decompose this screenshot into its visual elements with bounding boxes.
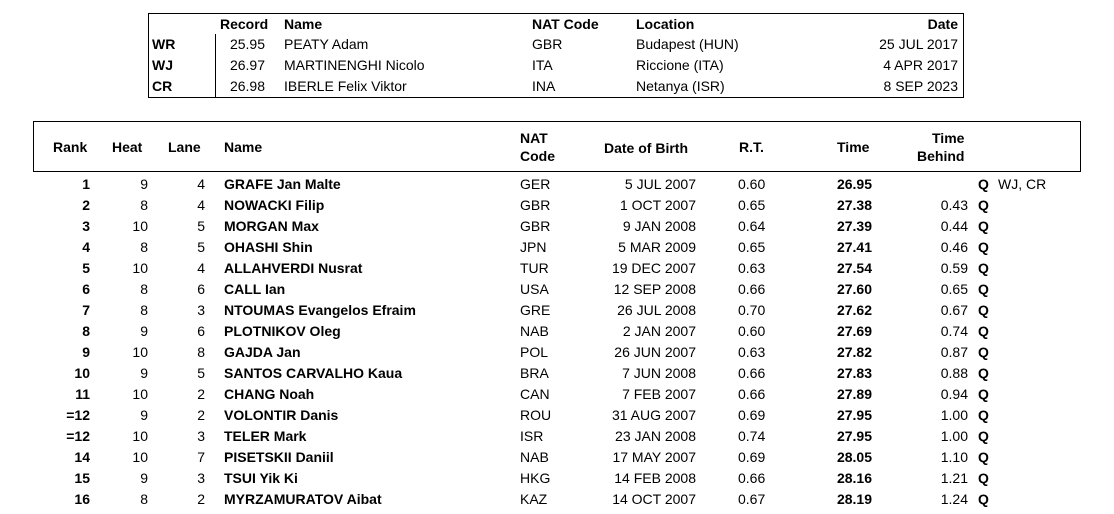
result-heat: 9: [140, 365, 148, 381]
result-qualified: Q: [978, 344, 989, 360]
result-dob: 23 JAN 2008: [615, 428, 696, 444]
result-time: 27.62: [836, 302, 872, 318]
result-time: 27.95: [836, 428, 872, 444]
result-name: ALLAHVERDI Nusrat: [224, 260, 363, 276]
result-nat: CAN: [520, 386, 550, 402]
result-name: GAJDA Jan: [224, 344, 301, 360]
result-qualified: Q: [978, 260, 989, 276]
result-behind: 0.94: [940, 386, 968, 402]
result-lane: 2: [197, 491, 205, 507]
result-dob: 14 OCT 2007: [612, 491, 696, 507]
result-qualified: Q: [978, 407, 989, 423]
result-heat: 9: [140, 176, 148, 192]
result-rt: 0.67: [738, 491, 766, 507]
result-heat: 10: [132, 449, 148, 465]
record-name: MARTINENGHI Nicolo: [284, 57, 425, 73]
result-row: [0, 258, 1114, 279]
record-date: 4 APR 2017: [883, 57, 958, 73]
result-rank: 11: [75, 386, 90, 402]
result-row: [0, 174, 1114, 195]
result-row: [0, 216, 1114, 237]
result-nat: KAZ: [520, 491, 548, 507]
record-name: IBERLE Felix Viktor: [284, 78, 407, 94]
result-heat: 10: [132, 218, 148, 234]
result-lane: 3: [197, 428, 205, 444]
result-behind: 1.00: [940, 407, 968, 423]
result-nat: HKG: [520, 470, 551, 486]
result-rt: 0.60: [738, 176, 766, 192]
record-row: [149, 76, 963, 96]
result-lane: 8: [197, 344, 205, 360]
result-lane: 4: [197, 197, 205, 213]
result-lane: 5: [197, 239, 205, 255]
result-row: [0, 279, 1114, 300]
result-heat: 8: [140, 491, 148, 507]
result-rt: 0.63: [738, 344, 766, 360]
result-behind: 1.21: [940, 470, 968, 486]
record-location: Riccione (ITA): [636, 57, 724, 73]
result-row: [0, 426, 1114, 447]
result-qualified: Q: [978, 218, 989, 234]
record-nat: GBR: [532, 36, 563, 52]
result-behind: 0.44: [940, 218, 968, 234]
result-rt: 0.65: [738, 239, 766, 255]
result-qualified: Q: [978, 470, 989, 486]
result-behind: 0.46: [940, 239, 968, 255]
result-behind: 1.00: [940, 428, 968, 444]
result-rt: 0.60: [738, 323, 766, 339]
result-dob: 26 JUN 2007: [614, 344, 696, 360]
result-name: PLOTNIKOV Oleg: [224, 323, 341, 339]
result-lane: 4: [197, 176, 205, 192]
result-heat: 9: [140, 407, 148, 423]
result-name: TSUI Yik Ki: [224, 470, 298, 486]
records-table: [148, 13, 964, 98]
result-row: [0, 237, 1114, 258]
result-row: [0, 405, 1114, 426]
header-rt: R.T.: [739, 139, 764, 155]
result-lane: 4: [197, 260, 205, 276]
result-qualified: Q: [978, 449, 989, 465]
result-rank: =12: [66, 407, 90, 423]
result-time: 27.54: [836, 260, 872, 276]
header-dob: Date of Birth: [604, 140, 688, 156]
result-rt: 0.64: [738, 218, 766, 234]
result-lane: 6: [197, 323, 205, 339]
result-behind: 0.74: [940, 323, 968, 339]
result-rt: 0.66: [738, 470, 766, 486]
result-nat: GRE: [520, 302, 551, 318]
result-lane: 5: [197, 218, 205, 234]
result-lane: 3: [197, 302, 205, 318]
result-qualified: Q: [978, 365, 989, 381]
result-name: SANTOS CARVALHO Kaua: [224, 365, 403, 381]
records-header-record: Record: [220, 16, 269, 32]
record-time: 25.95: [229, 36, 265, 52]
result-behind: 0.87: [940, 344, 968, 360]
header-nat-line1: NAT: [520, 130, 548, 146]
result-qualified: Q: [978, 491, 989, 507]
result-lane: 2: [197, 386, 205, 402]
result-time: 27.82: [836, 344, 872, 360]
record-row: [149, 55, 963, 75]
result-nat: POL: [520, 344, 549, 360]
header-rank: Rank: [53, 139, 88, 155]
result-qualified: Q: [978, 281, 989, 297]
result-nat: GER: [520, 176, 551, 192]
result-dob: 31 AUG 2007: [611, 407, 696, 423]
result-behind: 0.65: [940, 281, 968, 297]
result-rank: 10: [74, 365, 90, 381]
record-nat: ITA: [532, 57, 553, 73]
result-nat: ISR: [520, 428, 544, 444]
result-qualified: Q: [978, 323, 989, 339]
record-date: 8 SEP 2023: [883, 78, 958, 94]
result-lane: 7: [197, 449, 205, 465]
result-qualified: Q: [978, 197, 989, 213]
result-time: 27.69: [836, 323, 872, 339]
result-time: 26.95: [836, 176, 872, 192]
result-lane: 5: [197, 365, 205, 381]
result-behind: 0.43: [940, 197, 968, 213]
result-rt: 0.66: [738, 386, 766, 402]
header-behind-line2: Behind: [917, 148, 965, 164]
header-name: Name: [224, 139, 263, 155]
result-nat: GBR: [520, 197, 551, 213]
result-nat: GBR: [520, 218, 551, 234]
result-nat: BRA: [520, 365, 549, 381]
result-nat: JPN: [520, 239, 547, 255]
result-qualified: Q: [978, 428, 989, 444]
result-row: [0, 363, 1114, 384]
record-row: [149, 34, 963, 54]
result-qualified: Q: [978, 302, 989, 318]
result-heat: 8: [140, 197, 148, 213]
records-header-nat: NAT Code: [532, 16, 599, 32]
result-rt: 0.66: [738, 281, 766, 297]
result-rank: 14: [74, 449, 90, 465]
result-heat: 10: [132, 260, 148, 276]
result-nat: USA: [520, 281, 549, 297]
result-name: NTOUMAS Evangelos Efraim: [224, 302, 416, 318]
result-name: MORGAN Max: [224, 218, 319, 234]
result-lane: 3: [197, 470, 205, 486]
result-name: PISETSKII Daniil: [224, 449, 334, 465]
records-header-date: Date: [927, 16, 958, 32]
result-heat: 9: [140, 470, 148, 486]
result-dob: 7 JUN 2008: [622, 365, 696, 381]
result-row: [0, 195, 1114, 216]
header-time: Time: [837, 139, 870, 155]
result-rt: 0.66: [738, 365, 766, 381]
result-time: 27.41: [836, 239, 872, 255]
records-header-name: Name: [284, 16, 323, 32]
result-heat: 8: [140, 302, 148, 318]
result-rank: 7: [82, 302, 90, 318]
result-qualified: Q: [978, 239, 989, 255]
result-row: [0, 468, 1114, 489]
result-lane: 2: [197, 407, 205, 423]
result-name: CALL Ian: [224, 281, 286, 297]
result-name: MYRZAMURATOV Aibat: [224, 491, 382, 507]
result-rt: 0.69: [738, 449, 766, 465]
result-heat: 10: [132, 428, 148, 444]
result-qualified: Q: [978, 386, 989, 402]
result-rank: 16: [74, 491, 90, 507]
result-dob: 5 MAR 2009: [618, 239, 696, 255]
result-name: NOWACKI Filip: [224, 197, 325, 213]
result-qualified: Q: [978, 176, 989, 192]
result-note: WJ, CR: [998, 176, 1047, 192]
header-behind-line1: Time: [932, 130, 965, 146]
result-row: [0, 342, 1114, 363]
result-dob: 26 JUL 2008: [617, 302, 696, 318]
record-type: CR: [152, 78, 173, 94]
records-header-row: [149, 14, 963, 34]
result-rt: 0.74: [738, 428, 766, 444]
result-heat: 9: [140, 323, 148, 339]
result-dob: 14 FEB 2008: [614, 470, 696, 486]
header-nat-line2: Code: [520, 148, 555, 164]
result-dob: 19 DEC 2007: [611, 260, 696, 276]
result-row: [0, 321, 1114, 342]
result-nat: NAB: [520, 449, 549, 465]
record-date: 25 JUL 2017: [879, 36, 958, 52]
record-time: 26.97: [229, 57, 265, 73]
result-time: 27.95: [836, 407, 872, 423]
result-time: 27.83: [836, 365, 872, 381]
record-type: WR: [152, 36, 176, 52]
record-time: 26.98: [229, 78, 265, 94]
result-time: 27.89: [836, 386, 872, 402]
record-name: PEATY Adam: [284, 36, 369, 52]
result-rank: 1: [82, 176, 90, 192]
result-rt: 0.63: [738, 260, 766, 276]
result-lane: 6: [197, 281, 205, 297]
result-rank: 3: [82, 218, 90, 234]
header-heat: Heat: [112, 139, 143, 155]
record-location: Netanya (ISR): [636, 78, 725, 94]
result-dob: 1 OCT 2007: [619, 197, 696, 213]
result-rank: 2: [82, 197, 90, 213]
result-row: [0, 300, 1114, 321]
result-behind: 1.10: [940, 449, 968, 465]
result-row: [0, 447, 1114, 468]
result-nat: ROU: [520, 407, 552, 423]
result-rank: 5: [82, 260, 90, 276]
result-dob: 17 MAY 2007: [612, 449, 696, 465]
result-time: 28.19: [836, 491, 872, 507]
record-type: WJ: [152, 57, 173, 73]
result-rt: 0.69: [738, 407, 766, 423]
result-rank: 15: [74, 470, 90, 486]
result-behind: 0.88: [940, 365, 968, 381]
result-heat: 8: [140, 281, 148, 297]
result-heat: 8: [140, 239, 148, 255]
record-location: Budapest (HUN): [636, 36, 739, 52]
results-header: [33, 121, 1081, 172]
result-time: 27.60: [836, 281, 872, 297]
result-dob: 7 FEB 2007: [622, 386, 696, 402]
result-rt: 0.65: [738, 197, 766, 213]
records-header-location: Location: [636, 16, 695, 32]
result-dob: 9 JAN 2008: [622, 218, 696, 234]
result-name: VOLONTIR Danis: [224, 407, 339, 423]
result-time: 28.05: [836, 449, 872, 465]
result-behind: 1.24: [940, 491, 968, 507]
result-rank: 9: [82, 344, 90, 360]
result-name: GRAFE Jan Malte: [224, 176, 341, 192]
result-nat: TUR: [520, 260, 549, 276]
result-rank: 6: [82, 281, 90, 297]
result-time: 28.16: [836, 470, 872, 486]
result-heat: 10: [132, 344, 148, 360]
result-time: 27.39: [836, 218, 872, 234]
result-name: CHANG Noah: [224, 386, 315, 402]
result-behind: 0.59: [940, 260, 968, 276]
result-row: [0, 384, 1114, 405]
result-name: TELER Mark: [224, 428, 307, 444]
header-lane: Lane: [168, 139, 201, 155]
result-rank: 8: [82, 323, 90, 339]
result-dob: 2 JAN 2007: [622, 323, 696, 339]
result-time: 27.38: [836, 197, 872, 213]
result-rank: =12: [66, 428, 90, 444]
result-rt: 0.70: [738, 302, 766, 318]
result-nat: NAB: [520, 323, 549, 339]
result-heat: 10: [132, 386, 148, 402]
result-behind: 0.67: [940, 302, 968, 318]
result-dob: 5 JUL 2007: [624, 176, 696, 192]
result-rank: 4: [82, 239, 90, 255]
result-dob: 12 SEP 2008: [613, 281, 696, 297]
result-name: OHASHI Shin: [224, 239, 313, 255]
result-row: [0, 489, 1114, 510]
record-nat: INA: [532, 78, 556, 94]
